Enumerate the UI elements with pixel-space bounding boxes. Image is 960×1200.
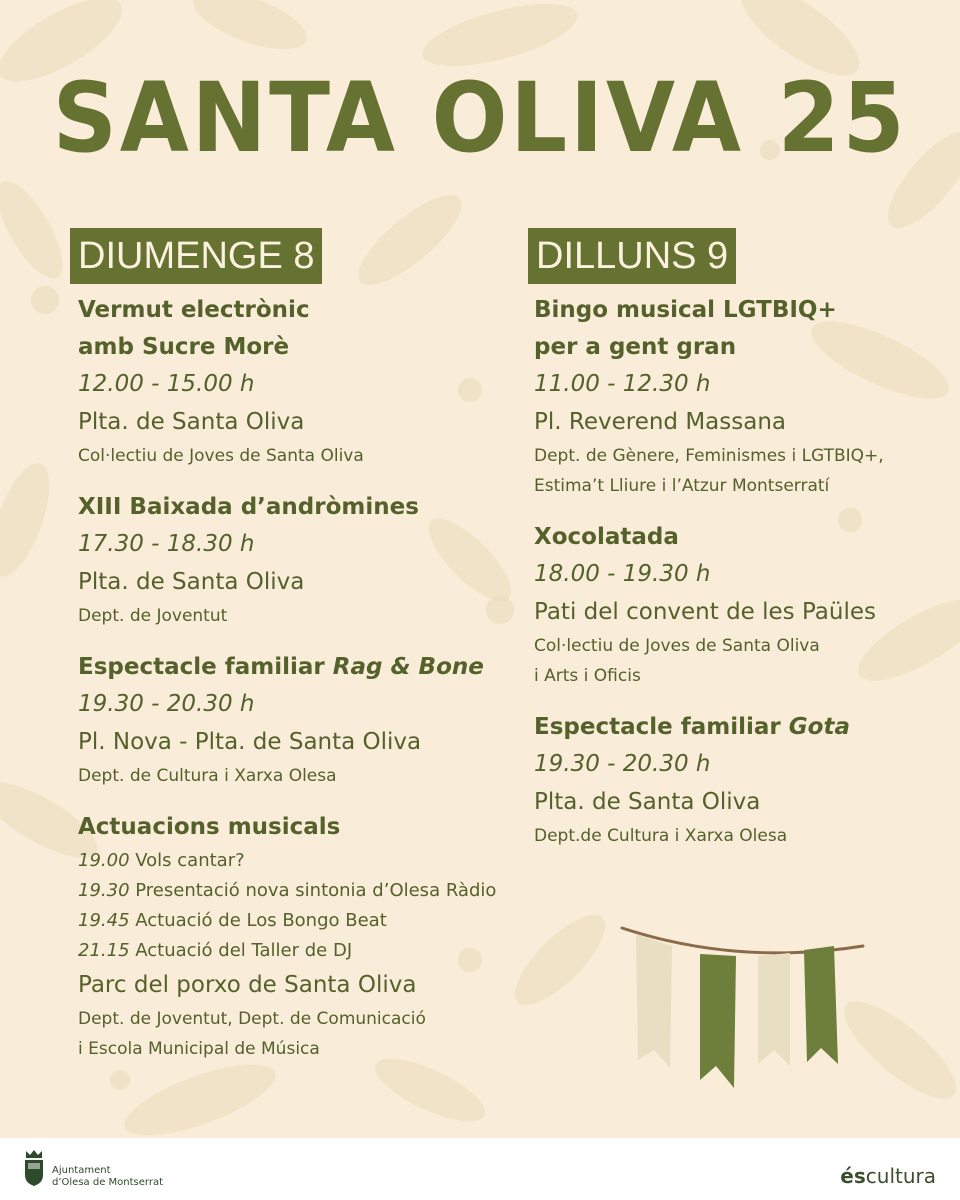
event-place: Pl. Nova - Plta. de Santa Oliva bbox=[78, 729, 422, 755]
event bbox=[78, 292, 540, 471]
event-place: Plta. de Santa Oliva bbox=[78, 569, 305, 595]
event bbox=[78, 649, 540, 791]
event-organizer: Dept.de Cultura i Xarxa Olesa bbox=[534, 826, 788, 846]
event-place: Plta. de Santa Oliva bbox=[534, 789, 761, 815]
event-title-text: Espectacle familiar bbox=[534, 714, 789, 740]
event-organizer: Dept. de Joventut, Dept. de Comunicació bbox=[78, 1009, 426, 1029]
event-organizer: Col·lectiu de Joves de Santa Oliva bbox=[534, 636, 820, 656]
event-time: 19.30 - 20.30 h bbox=[534, 751, 711, 777]
event-title: Actuacions musicals bbox=[78, 814, 341, 840]
coat-of-arms-icon bbox=[22, 1149, 46, 1187]
event-place: Parc del porxo de Santa Oliva bbox=[78, 972, 417, 998]
event-title bbox=[78, 649, 540, 686]
footer bbox=[0, 1138, 960, 1200]
event-place: Plta. de Santa Oliva bbox=[78, 409, 305, 435]
municipality-line2: d’Olesa de Montserrat bbox=[52, 1177, 163, 1188]
event-place: Pati del convent de les Paüles bbox=[534, 599, 876, 625]
program-time: 19.45 bbox=[78, 910, 130, 931]
program-text: Actuació del Taller de DJ bbox=[129, 940, 353, 961]
event-time: 17.30 - 18.30 h bbox=[78, 531, 255, 557]
day-heading: DILLUNS 9 bbox=[528, 228, 736, 284]
event bbox=[534, 709, 953, 851]
brand-logo bbox=[840, 1164, 936, 1188]
day-column-sunday bbox=[70, 228, 540, 1082]
event-organizer: i Escola Municipal de Música bbox=[78, 1039, 320, 1059]
event-title-show: Gota bbox=[788, 714, 850, 740]
municipality-line1: Ajuntament bbox=[52, 1165, 111, 1176]
event-title bbox=[534, 709, 953, 746]
program-item bbox=[78, 846, 540, 876]
event bbox=[534, 519, 953, 691]
event bbox=[534, 292, 953, 501]
event-time: 18.00 - 19.30 h bbox=[534, 561, 711, 587]
event-time: 19.30 - 20.30 h bbox=[78, 691, 255, 717]
brand-bold: és bbox=[840, 1164, 866, 1188]
event-time: 11.00 - 12.30 h bbox=[534, 371, 711, 397]
event-organizer: Estima’t Lliure i l’Atzur Montserratí bbox=[534, 476, 830, 496]
event-organizer: Dept. de Cultura i Xarxa Olesa bbox=[78, 766, 337, 786]
program-time: 19.00 bbox=[78, 850, 130, 871]
day-column-monday bbox=[528, 228, 953, 869]
event-title: Bingo musical LGTBIQ+ bbox=[534, 297, 837, 323]
program-item bbox=[78, 876, 540, 906]
program-item bbox=[78, 936, 540, 966]
event bbox=[78, 489, 540, 631]
event-organizer: Col·lectiu de Joves de Santa Oliva bbox=[78, 446, 364, 466]
event-place: Pl. Reverend Massana bbox=[534, 409, 787, 435]
program-text: Vols cantar? bbox=[129, 850, 245, 871]
event-title: Xocolatada bbox=[534, 524, 679, 550]
event-title: amb Sucre Morè bbox=[78, 334, 290, 360]
brand-rest: cultura bbox=[865, 1164, 936, 1188]
event-title-text: Espectacle familiar bbox=[78, 654, 333, 680]
event-time: 12.00 - 15.00 h bbox=[78, 371, 255, 397]
event-organizer: i Arts i Oficis bbox=[534, 666, 641, 686]
event bbox=[78, 809, 540, 1064]
program-text: Actuació de Los Bongo Beat bbox=[129, 910, 387, 931]
event-organizer: Dept. de Gènere, Feminismes i LGTBIQ+, bbox=[534, 446, 884, 466]
municipality-name bbox=[52, 1165, 163, 1189]
program-item bbox=[78, 906, 540, 936]
page-title: SANTA OLIVA 25 bbox=[52, 62, 908, 174]
event-title: XIII Baixada d’andròmines bbox=[78, 494, 419, 520]
bunting-icon bbox=[618, 918, 868, 1088]
event-organizer: Dept. de Joventut bbox=[78, 606, 228, 626]
day-heading: DIUMENGE 8 bbox=[70, 228, 322, 284]
program-time: 19.30 bbox=[78, 880, 130, 901]
event-title: per a gent gran bbox=[534, 334, 737, 360]
event-title-show: Rag & Bone bbox=[332, 654, 484, 680]
event-title: Vermut electrònic bbox=[78, 297, 310, 323]
program-time: 21.15 bbox=[78, 940, 130, 961]
program-text: Presentació nova sintonia d’Olesa Ràdio bbox=[129, 880, 497, 901]
